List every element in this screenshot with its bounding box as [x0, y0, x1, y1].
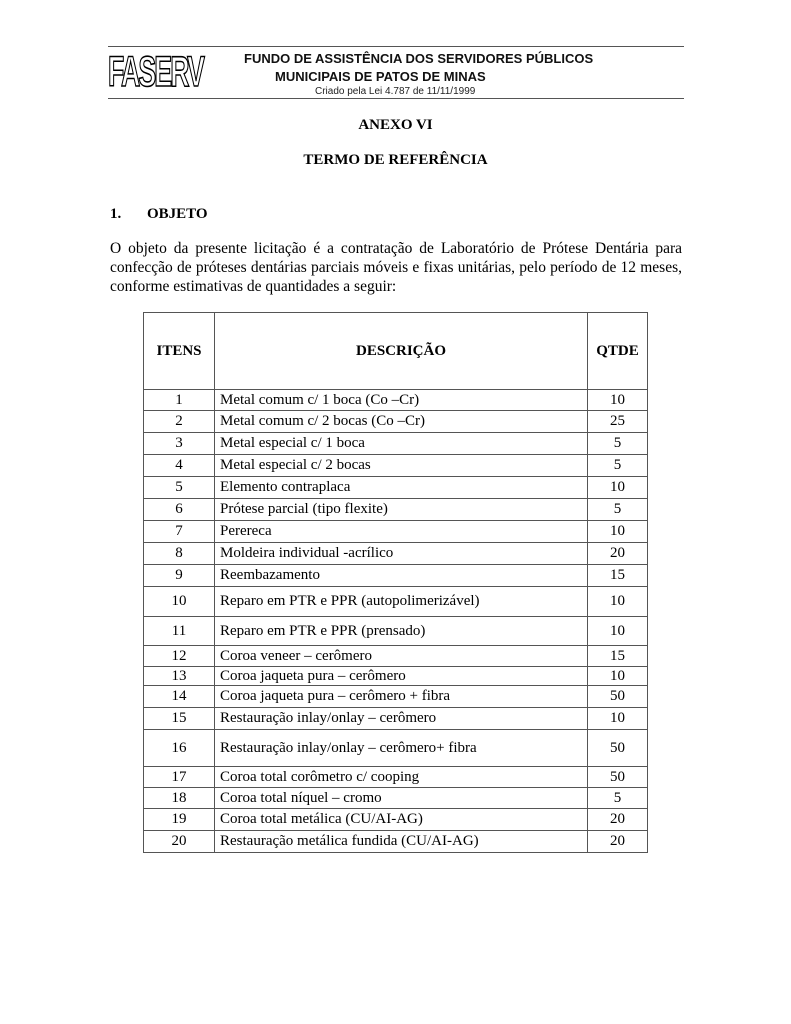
quantity-cell: 10	[588, 667, 648, 686]
table-row	[144, 686, 648, 708]
table-row	[144, 455, 648, 477]
item-number-cell: 1	[144, 390, 215, 411]
description-cell: Coroa veneer – cerômero	[215, 646, 588, 667]
quantity-cell: 10	[588, 708, 648, 730]
quantity-cell: 5	[588, 788, 648, 809]
table-row	[144, 788, 648, 809]
table-row	[144, 390, 648, 411]
item-number-cell: 14	[144, 686, 215, 708]
header-org-line2: MUNICIPAIS DE PATOS DE MINAS	[275, 69, 486, 84]
table-row	[144, 809, 648, 831]
table-row	[144, 667, 648, 686]
description-cell: Reparo em PTR e PPR (prensado)	[215, 617, 588, 646]
description-cell: Prótese parcial (tipo flexite)	[215, 499, 588, 521]
table-row	[144, 433, 648, 455]
description-cell: Metal especial c/ 1 boca	[215, 433, 588, 455]
quantity-cell: 20	[588, 809, 648, 831]
description-cell: Reembazamento	[215, 565, 588, 587]
section-title: OBJETO	[147, 206, 208, 222]
item-number-cell: 19	[144, 809, 215, 831]
description-cell: Restauração metálica fundida (CU/AI-AG)	[215, 831, 588, 853]
item-number-cell: 5	[144, 477, 215, 499]
table-row	[144, 587, 648, 617]
description-cell: Metal especial c/ 2 bocas	[215, 455, 588, 477]
description-cell: Coroa jaqueta pura – cerômero	[215, 667, 588, 686]
quantity-cell: 50	[588, 767, 648, 788]
table-row	[144, 730, 648, 767]
section-number: 1.	[110, 206, 122, 222]
table-row	[144, 617, 648, 646]
quantity-cell: 50	[588, 686, 648, 708]
item-number-cell: 7	[144, 521, 215, 543]
description-cell: Coroa total níquel – cromo	[215, 788, 588, 809]
table-row	[144, 646, 648, 667]
table-row	[144, 565, 648, 587]
item-number-cell: 15	[144, 708, 215, 730]
document-title: TERMO DE REFERÊNCIA	[303, 152, 488, 168]
quantity-cell: 15	[588, 646, 648, 667]
item-number-cell: 8	[144, 543, 215, 565]
item-number-cell: 18	[144, 788, 215, 809]
description-cell: Reparo em PTR e PPR (autopolimerizável)	[215, 587, 588, 617]
description-cell: Metal comum c/ 1 boca (Co –Cr)	[215, 390, 588, 411]
table-row	[144, 767, 648, 788]
header-org-line1: FUNDO DE ASSISTÊNCIA DOS SERVIDORES PÚBLICOS	[244, 51, 594, 66]
description-cell: Moldeira individual -acrílico	[215, 543, 588, 565]
description-cell: Restauração inlay/onlay – cerômero+ fibra	[215, 730, 588, 767]
item-number-cell: 12	[144, 646, 215, 667]
quantity-cell: 25	[588, 411, 648, 433]
item-number-cell: 4	[144, 455, 215, 477]
item-number-cell: 2	[144, 411, 215, 433]
column-header-quantity: QTDE	[588, 313, 648, 390]
item-number-cell: 3	[144, 433, 215, 455]
item-number-cell: 10	[144, 587, 215, 617]
quantity-cell: 50	[588, 730, 648, 767]
item-number-cell: 16	[144, 730, 215, 767]
item-number-cell: 17	[144, 767, 215, 788]
item-number-cell: 9	[144, 565, 215, 587]
section-heading	[110, 206, 208, 223]
item-number-cell: 13	[144, 667, 215, 686]
quantity-cell: 10	[588, 587, 648, 617]
description-cell: Coroa total metálica (CU/AI-AG)	[215, 809, 588, 831]
item-number-cell: 6	[144, 499, 215, 521]
header-top-rule	[108, 46, 684, 47]
item-number-cell: 11	[144, 617, 215, 646]
quantity-cell: 5	[588, 433, 648, 455]
table-row	[144, 521, 648, 543]
column-header-description: DESCRIÇÃO	[215, 313, 588, 390]
table-row	[144, 543, 648, 565]
table-row	[144, 831, 648, 853]
description-cell: Coroa total corômetro c/ cooping	[215, 767, 588, 788]
quantity-cell: 15	[588, 565, 648, 587]
header-law-note: Criado pela Lei 4.787 de 11/11/1999	[315, 86, 476, 97]
header-bottom-rule	[108, 98, 684, 99]
column-header-items: ITENS	[144, 313, 215, 390]
description-cell: Metal comum c/ 2 bocas (Co –Cr)	[215, 411, 588, 433]
description-cell: Elemento contraplaca	[215, 477, 588, 499]
annex-title: ANEXO VI	[358, 117, 433, 133]
items-table	[143, 312, 648, 853]
description-cell: Coroa jaqueta pura – cerômero + fibra	[215, 686, 588, 708]
quantity-cell: 10	[588, 477, 648, 499]
quantity-cell: 20	[588, 831, 648, 853]
table-header-row	[144, 313, 648, 390]
quantity-cell: 10	[588, 521, 648, 543]
table-row	[144, 499, 648, 521]
description-cell: Restauração inlay/onlay – cerômero	[215, 708, 588, 730]
table-row	[144, 411, 648, 433]
quantity-cell: 5	[588, 455, 648, 477]
object-paragraph: O objeto da presente licitação é a contratação de Laboratório de Prótese Dentária para confecção de próteses dentárias parciais móveis e fixas unitárias, pelo período de 12 meses, conforme estimativas de quantidades a seguir:	[110, 240, 682, 295]
table-row	[144, 477, 648, 499]
quantity-cell: 20	[588, 543, 648, 565]
table-row	[144, 708, 648, 730]
quantity-cell: 5	[588, 499, 648, 521]
description-cell: Perereca	[215, 521, 588, 543]
item-number-cell: 20	[144, 831, 215, 853]
quantity-cell: 10	[588, 617, 648, 646]
quantity-cell: 10	[588, 390, 648, 411]
faserv-logo: FASERV	[108, 48, 204, 96]
